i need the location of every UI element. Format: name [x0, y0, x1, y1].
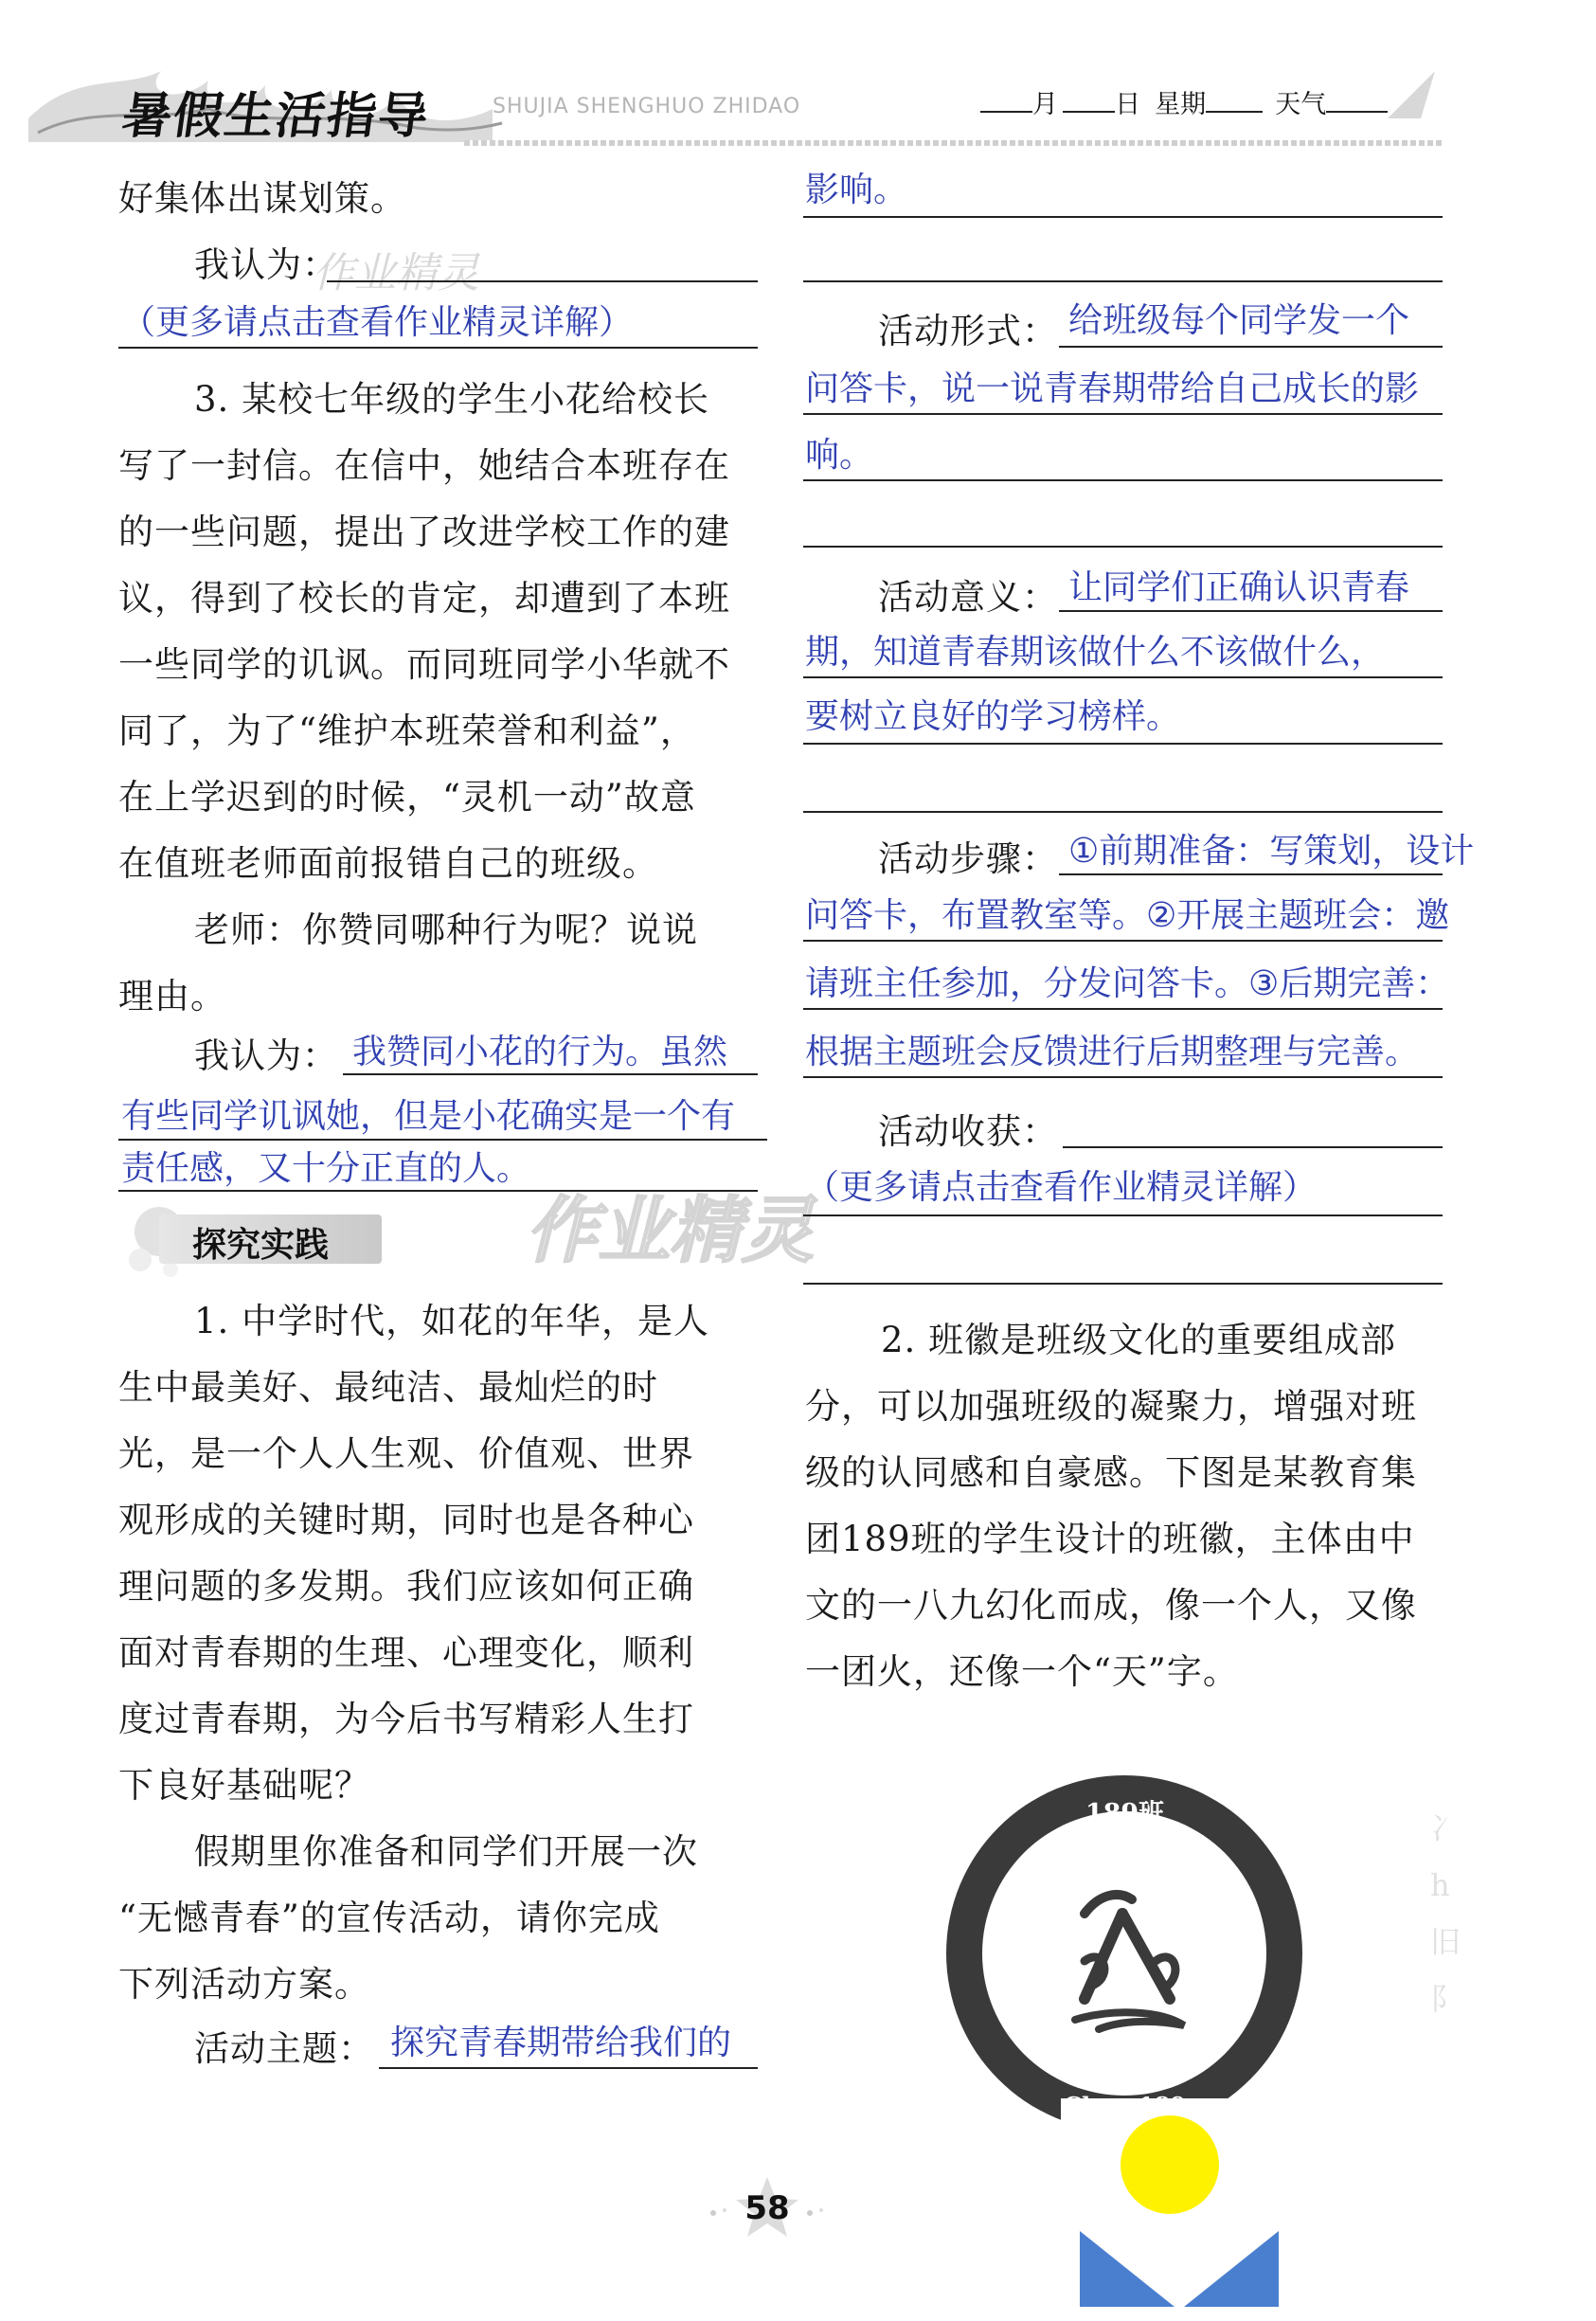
theme-answer: 探究青春期带给我们的 — [390, 2024, 732, 2062]
answer-line — [803, 676, 1443, 678]
answer-line — [803, 1214, 1443, 1216]
section-badge — [121, 1201, 382, 1268]
answer-text-2: 责任感，又十分正直的人。 — [121, 1149, 531, 1188]
teacher-prompt-line: 理由。 — [118, 976, 226, 1017]
steps-label: 活动步骤： — [878, 838, 1058, 879]
gain-answer-link[interactable]: （更多请点击查看作业精灵详解） — [805, 1168, 1318, 1207]
steps-answer: ①前期准备：写策划，设计 — [1068, 832, 1475, 871]
header-title: 暑假生活指导 — [118, 88, 434, 145]
meaning-label: 活动意义： — [878, 577, 1058, 618]
badge-top-label: 189班 — [1085, 1799, 1165, 1828]
answer-line — [1059, 610, 1443, 612]
watermark-small-1: 作业精灵 — [313, 249, 479, 297]
steps-answer: 请班主任参加，分发问答卡。③后期完善： — [805, 964, 1450, 1003]
answer-line — [118, 347, 758, 349]
question-2-line: 级的认同感和自豪感。下图是某教育集 — [805, 1452, 1417, 1493]
answer-line — [803, 546, 1443, 548]
answer-text-2: 有些同学讥讽她，但是小花确实是一个有 — [121, 1097, 736, 1136]
meaning-answer: 要树立良好的学习榜样。 — [805, 697, 1181, 736]
teacher-prompt-line: 老师：你赞同哪种行为呢？说说 — [194, 909, 698, 950]
question-2-line: 文的一八九幻化而成，像一个人，又像 — [805, 1585, 1417, 1626]
page-number-badge — [706, 2174, 829, 2240]
answer-line — [118, 1139, 767, 1141]
gain-label: 活动收获： — [878, 1111, 1058, 1152]
watermark-large: 作业精灵 — [526, 1188, 814, 1272]
header-rule — [464, 140, 1444, 146]
page-number: 58 — [744, 2189, 790, 2227]
question-1-line: 观形成的关键时期，同时也是各种心 — [118, 1500, 694, 1540]
meaning-answer: 让同学们正确认识青春 — [1068, 568, 1410, 607]
section-title: 探究实践 — [192, 1226, 330, 1265]
answer-line — [803, 811, 1443, 813]
left-line-1: 好集体出谋划策。 — [118, 178, 406, 219]
question-3-line: 议，得到了校长的肯定，却遭到了本班 — [118, 578, 730, 619]
answer-line — [1059, 346, 1443, 348]
answer-line — [803, 1008, 1443, 1010]
holiday-prompt-line: “无憾青春”的宣传活动，请你完成 — [118, 1898, 660, 1938]
answer-line — [803, 216, 1443, 218]
answer-line — [1059, 873, 1443, 875]
question-1-line: 光，是一个人人生观、价值观、世界 — [118, 1433, 694, 1474]
form-answer: 问答卡，说一说青春期带给自己成长的影 — [805, 369, 1420, 408]
question-1-line: 1. 中学时代，如花的年华，是人 — [194, 1301, 710, 1341]
answer-line — [803, 743, 1443, 745]
form-answer: 给班级每个同学发一个 — [1068, 301, 1410, 340]
bleed-through-marks: 冫 h 旧 阝 — [1430, 1810, 1462, 2017]
answer-line — [803, 280, 1443, 282]
question-1 — [118, 1288, 709, 2018]
question-2-line: 2. 班徽是班级文化的重要组成部 — [881, 1320, 1397, 1360]
question-1-line: 度过青春期，为今后书写精彩人生打 — [118, 1699, 694, 1739]
question-2-line: 分，可以加强班级的凝聚力，增强对班 — [805, 1386, 1417, 1427]
date-day-label: 日 — [1115, 90, 1141, 119]
question-3-line: 的一些问题，提出了改进学校工作的建 — [118, 512, 730, 552]
question-3 — [118, 367, 730, 1030]
steps-answer: 问答卡，布置教室等。②开展主题班会：邀 — [805, 896, 1450, 935]
answer-line — [803, 479, 1443, 481]
question-3-line: 3. 某校七年级的学生小花给校长 — [194, 379, 710, 420]
date-month-label: 月 — [1032, 90, 1058, 119]
header-corner-decoration — [1383, 66, 1440, 123]
date-weekday-label: 星期 — [1155, 90, 1207, 119]
header-date-fields — [980, 83, 1388, 120]
holiday-prompt-line: 下列活动方案。 — [118, 1964, 370, 2005]
answer-line — [803, 413, 1443, 415]
answer-line — [803, 1076, 1443, 1078]
form-answer: 响。 — [805, 436, 874, 475]
question-1-line: 理问题的多发期。我们应该如何正确 — [118, 1566, 694, 1607]
answer-line — [803, 940, 1443, 942]
right-line-0: 影响。 — [805, 171, 908, 209]
theme-label: 活动主题： — [194, 2028, 374, 2069]
answer-link-1[interactable]: （更多请点击查看作业精灵详解） — [121, 303, 634, 342]
answer-line — [1063, 1146, 1443, 1148]
weather-label: 天气 — [1275, 90, 1327, 119]
holiday-prompt-line: 假期里你准备和同学们开展一次 — [194, 1831, 698, 1872]
answer-line — [327, 280, 758, 282]
question-1-line: 生中最美好、最纯洁、最灿烂的时 — [118, 1367, 658, 1408]
question-2-line: 一团火，还像一个“天”字。 — [805, 1651, 1239, 1692]
form-label: 活动形式： — [878, 311, 1058, 351]
question-1-line: 面对青春期的生理、心理变化，顺利 — [118, 1632, 694, 1673]
question-3-line: 在值班老师面前报错自己的班级。 — [118, 843, 658, 884]
question-2-line: 团189班的学生设计的班徽，主体由中 — [805, 1519, 1415, 1559]
question-1-line: 下良好基础呢？ — [118, 1765, 370, 1806]
answer-line — [379, 2067, 758, 2069]
question-3-line: 一些同学的讥讽。而同班同学小华就不 — [118, 644, 730, 685]
question-3-line: 同了，为了“维护本班荣誉和利益”， — [118, 711, 696, 751]
answer-line — [803, 1283, 1443, 1285]
question-3-line: 写了一封信。在信中，她结合本班存在 — [118, 445, 730, 486]
class-badge — [942, 1772, 1307, 2136]
answer-line — [343, 1073, 758, 1075]
question-3-line: 在上学迟到的时候，“灵机一动”故意 — [118, 777, 696, 818]
question-2 — [805, 1307, 1417, 1705]
header-subtitle: SHUJIA SHENGHUO ZHIDAO — [493, 95, 801, 118]
steps-answer: 根据主题班会反馈进行后期整理与完善。 — [805, 1033, 1420, 1071]
answer-label-1: 我认为： — [194, 244, 338, 285]
sun-triangle-decoration — [1061, 2098, 1383, 2316]
answer-text-2: 我赞同小花的行为。虽然 — [352, 1033, 728, 1071]
answer-label-2: 我认为： — [194, 1035, 338, 1076]
meaning-answer: 期，知道青春期该做什么不该做什么， — [805, 633, 1386, 672]
page-header — [0, 0, 1596, 161]
